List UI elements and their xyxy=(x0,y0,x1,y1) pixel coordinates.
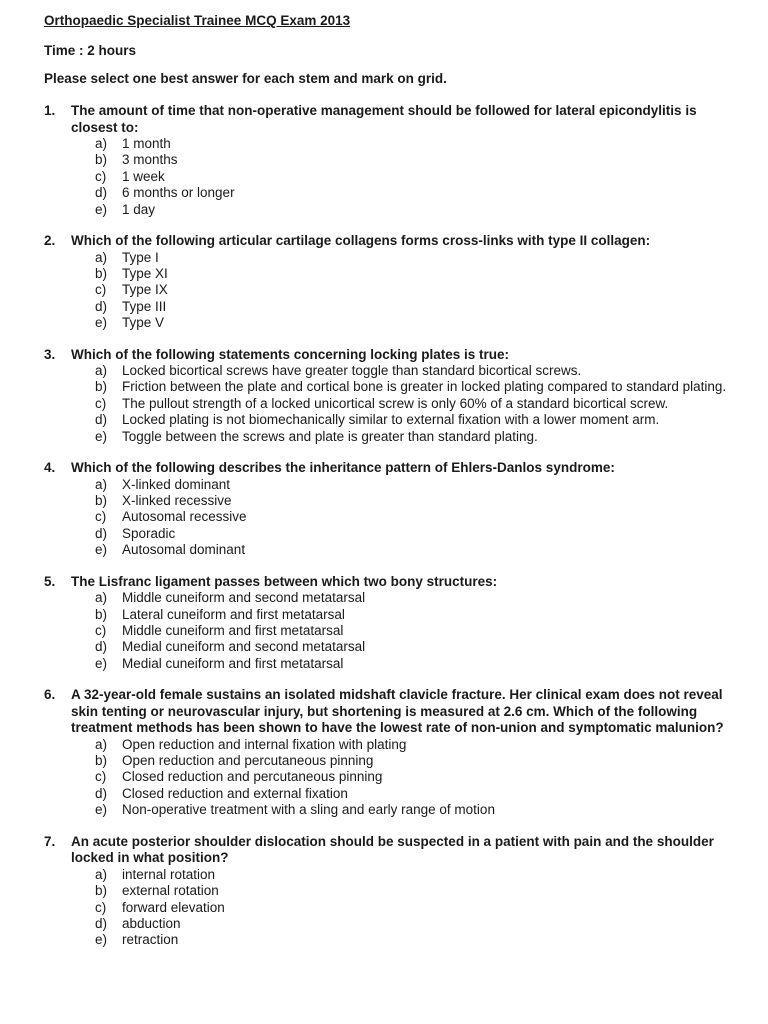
option-letter: c) xyxy=(95,168,107,184)
question-4-option-d xyxy=(95,526,738,542)
option-text: Non-operative treatment with a sling and early range of motion xyxy=(122,802,495,818)
option-letter: e) xyxy=(95,802,108,818)
question-1-option-d xyxy=(95,185,738,201)
question-stem: Which of the following articular cartilage collagens forms cross-links with type II collagen: xyxy=(71,233,651,249)
option-text: Medial cuneiform and first metatarsal xyxy=(122,655,344,671)
question-1-option-c xyxy=(95,169,738,185)
question-stem: An acute posterior shoulder dislocation should be suspected in a patient with pain and the shoulder locked in what position? xyxy=(71,833,714,866)
option-text: Type IX xyxy=(122,282,168,298)
option-text: Middle cuneiform and first metatarsal xyxy=(122,622,344,638)
option-text: internal rotation xyxy=(122,866,216,882)
option-text: 1 day xyxy=(122,201,156,217)
question-7-option-b xyxy=(95,883,738,899)
option-text: Autosomal recessive xyxy=(122,509,247,525)
question-6-option-c xyxy=(95,769,738,785)
question-3 xyxy=(44,347,738,446)
question-5-option-b xyxy=(95,607,738,623)
question-5-option-a xyxy=(95,590,738,606)
option-text: 6 months or longer xyxy=(122,185,235,201)
question-stem: Which of the following describes the inheritance pattern of Ehlers-Danlos syndrome: xyxy=(71,460,615,476)
option-text: Type V xyxy=(122,315,165,331)
option-text: Locked bicortical screws have greater toggle than standard bicortical screws. xyxy=(122,363,582,379)
option-letter: b) xyxy=(95,606,108,622)
option-text: abduction xyxy=(122,915,181,931)
option-text: Middle cuneiform and second metatarsal xyxy=(122,590,366,606)
option-letter: d) xyxy=(95,525,108,541)
option-list xyxy=(71,363,738,445)
question-3-option-d xyxy=(95,412,738,428)
question-2-option-c xyxy=(95,282,738,298)
question-6 xyxy=(44,687,738,819)
option-letter: a) xyxy=(95,136,108,151)
option-letter: a) xyxy=(95,590,108,606)
question-3-option-e xyxy=(95,429,738,445)
question-body xyxy=(71,347,738,446)
option-text: forward elevation xyxy=(122,899,225,915)
question-6-option-a xyxy=(95,737,738,753)
question-4-option-c xyxy=(95,509,738,525)
option-list xyxy=(71,737,738,819)
option-letter: d) xyxy=(95,785,108,801)
option-letter: b) xyxy=(95,152,108,168)
option-text: Lateral cuneiform and first metatarsal xyxy=(122,606,345,622)
option-letter: e) xyxy=(95,428,108,444)
question-5-option-e xyxy=(95,656,738,672)
option-letter: e) xyxy=(95,201,108,217)
option-letter: d) xyxy=(95,915,108,931)
option-letter: d) xyxy=(95,185,108,201)
question-list xyxy=(44,103,738,949)
option-text: X-linked dominant xyxy=(122,476,231,492)
question-6-option-d xyxy=(95,786,738,802)
option-letter: c) xyxy=(95,509,107,525)
question-number: 7. xyxy=(44,833,56,849)
option-letter: b) xyxy=(95,265,108,281)
question-6-option-e xyxy=(95,802,738,818)
option-letter: e) xyxy=(95,315,108,331)
option-text: Autosomal dominant xyxy=(122,542,246,558)
option-text: The pullout strength of a locked unicortical screw is only 60% of a standard bicortical screw. xyxy=(122,395,669,411)
option-text: Medial cuneiform and second metatarsal xyxy=(122,639,366,655)
question-3-option-c xyxy=(95,396,738,412)
option-letter: d) xyxy=(95,298,108,314)
option-letter: a) xyxy=(95,249,108,265)
question-1-option-a xyxy=(95,136,738,152)
question-stem: The amount of time that non-operative management should be followed for lateral epicondylitis is closest to: xyxy=(71,103,697,135)
option-letter: a) xyxy=(95,476,108,492)
option-text: 1 month xyxy=(122,136,171,151)
question-4-option-e xyxy=(95,542,738,558)
option-text: Sporadic xyxy=(122,525,176,541)
question-2-option-d xyxy=(95,299,738,315)
question-7-option-d xyxy=(95,916,738,932)
question-1-option-b xyxy=(95,152,738,168)
option-letter: d) xyxy=(95,412,108,428)
question-body xyxy=(71,233,738,332)
question-5 xyxy=(44,574,738,673)
question-1 xyxy=(44,103,738,218)
option-letter: c) xyxy=(95,622,107,638)
question-body xyxy=(71,460,738,559)
exam-time: Time : 2 hours xyxy=(44,43,137,58)
question-2-option-b xyxy=(95,266,738,282)
option-letter: c) xyxy=(95,899,107,915)
question-number: 1. xyxy=(44,103,56,118)
option-text: Friction between the plate and cortical bone is greater in locked plating compared to standard plating. xyxy=(122,379,727,395)
option-text: Open reduction and internal fixation with plating xyxy=(122,736,407,752)
option-letter: a) xyxy=(95,736,108,752)
option-text: retraction xyxy=(122,932,179,948)
question-number: 2. xyxy=(44,233,56,249)
question-number: 5. xyxy=(44,573,56,589)
option-letter: e) xyxy=(95,542,108,558)
question-number: 3. xyxy=(44,346,56,362)
question-6-option-b xyxy=(95,753,738,769)
question-4-option-a xyxy=(95,477,738,493)
option-letter: b) xyxy=(95,753,108,769)
option-letter: b) xyxy=(95,493,108,508)
option-letter: a) xyxy=(95,866,108,882)
question-7-option-c xyxy=(95,900,738,916)
option-text: 3 months xyxy=(122,152,178,168)
question-body xyxy=(71,834,738,949)
exam-instructions: Please select one best answer for each stem and mark on grid. xyxy=(44,71,447,86)
question-number: 4. xyxy=(44,460,56,476)
option-text: Closed reduction and external fixation xyxy=(122,785,348,801)
question-2-option-a xyxy=(95,250,738,266)
option-letter: e) xyxy=(95,932,108,948)
question-body xyxy=(71,687,738,819)
question-5-option-d xyxy=(95,639,738,655)
question-2 xyxy=(44,233,738,332)
option-text: Type XI xyxy=(122,265,168,281)
question-body xyxy=(71,103,738,218)
option-letter: c) xyxy=(95,395,107,411)
option-letter: e) xyxy=(95,655,108,671)
option-list xyxy=(71,136,738,218)
option-letter: c) xyxy=(95,769,107,785)
question-5-option-c xyxy=(95,623,738,639)
question-1-option-e xyxy=(95,202,738,218)
option-letter: b) xyxy=(95,883,108,899)
question-body xyxy=(71,574,738,673)
option-text: X-linked recessive xyxy=(122,493,232,508)
option-text: Open reduction and percutaneous pinning xyxy=(122,753,374,769)
option-text: Closed reduction and percutaneous pinning xyxy=(122,769,383,785)
option-letter: c) xyxy=(95,282,107,298)
option-letter: b) xyxy=(95,379,108,395)
question-7-option-e xyxy=(95,932,738,948)
question-3-option-b xyxy=(95,379,738,395)
option-list xyxy=(71,867,738,949)
question-3-option-a xyxy=(95,363,738,379)
question-stem: Which of the following statements concerning locking plates is true: xyxy=(71,346,510,362)
option-text: Toggle between the screws and plate is greater than standard plating. xyxy=(122,428,538,444)
question-4-option-b xyxy=(95,493,738,509)
option-text: Locked plating is not biomechanically similar to external fixation with a lower moment arm. xyxy=(122,412,660,428)
option-text: 1 week xyxy=(122,168,165,184)
question-2-option-e xyxy=(95,315,738,331)
option-list xyxy=(71,250,738,332)
option-list xyxy=(71,477,738,559)
question-stem: A 32-year-old female sustains an isolated midshaft clavicle fracture. Her clinical exam does not reveal skin tenting or neurovascular injury, but shortening is measured at 2.6 cm. Which of the following treatment methods has been shown to have the lowest rate of non-union and symptomatic malunion? xyxy=(71,687,724,736)
option-letter: a) xyxy=(95,363,108,379)
question-stem: The Lisfranc ligament passes between which two bony structures: xyxy=(71,573,498,589)
question-4 xyxy=(44,460,738,559)
exam-title: Orthopaedic Specialist Trainee MCQ Exam 2013 xyxy=(44,13,351,28)
question-7 xyxy=(44,834,738,949)
option-text: Type I xyxy=(122,249,159,265)
option-list xyxy=(71,590,738,672)
question-number: 6. xyxy=(44,687,56,703)
option-letter: d) xyxy=(95,639,108,655)
question-7-option-a xyxy=(95,867,738,883)
option-text: Type III xyxy=(122,298,167,314)
option-text: external rotation xyxy=(122,883,219,899)
